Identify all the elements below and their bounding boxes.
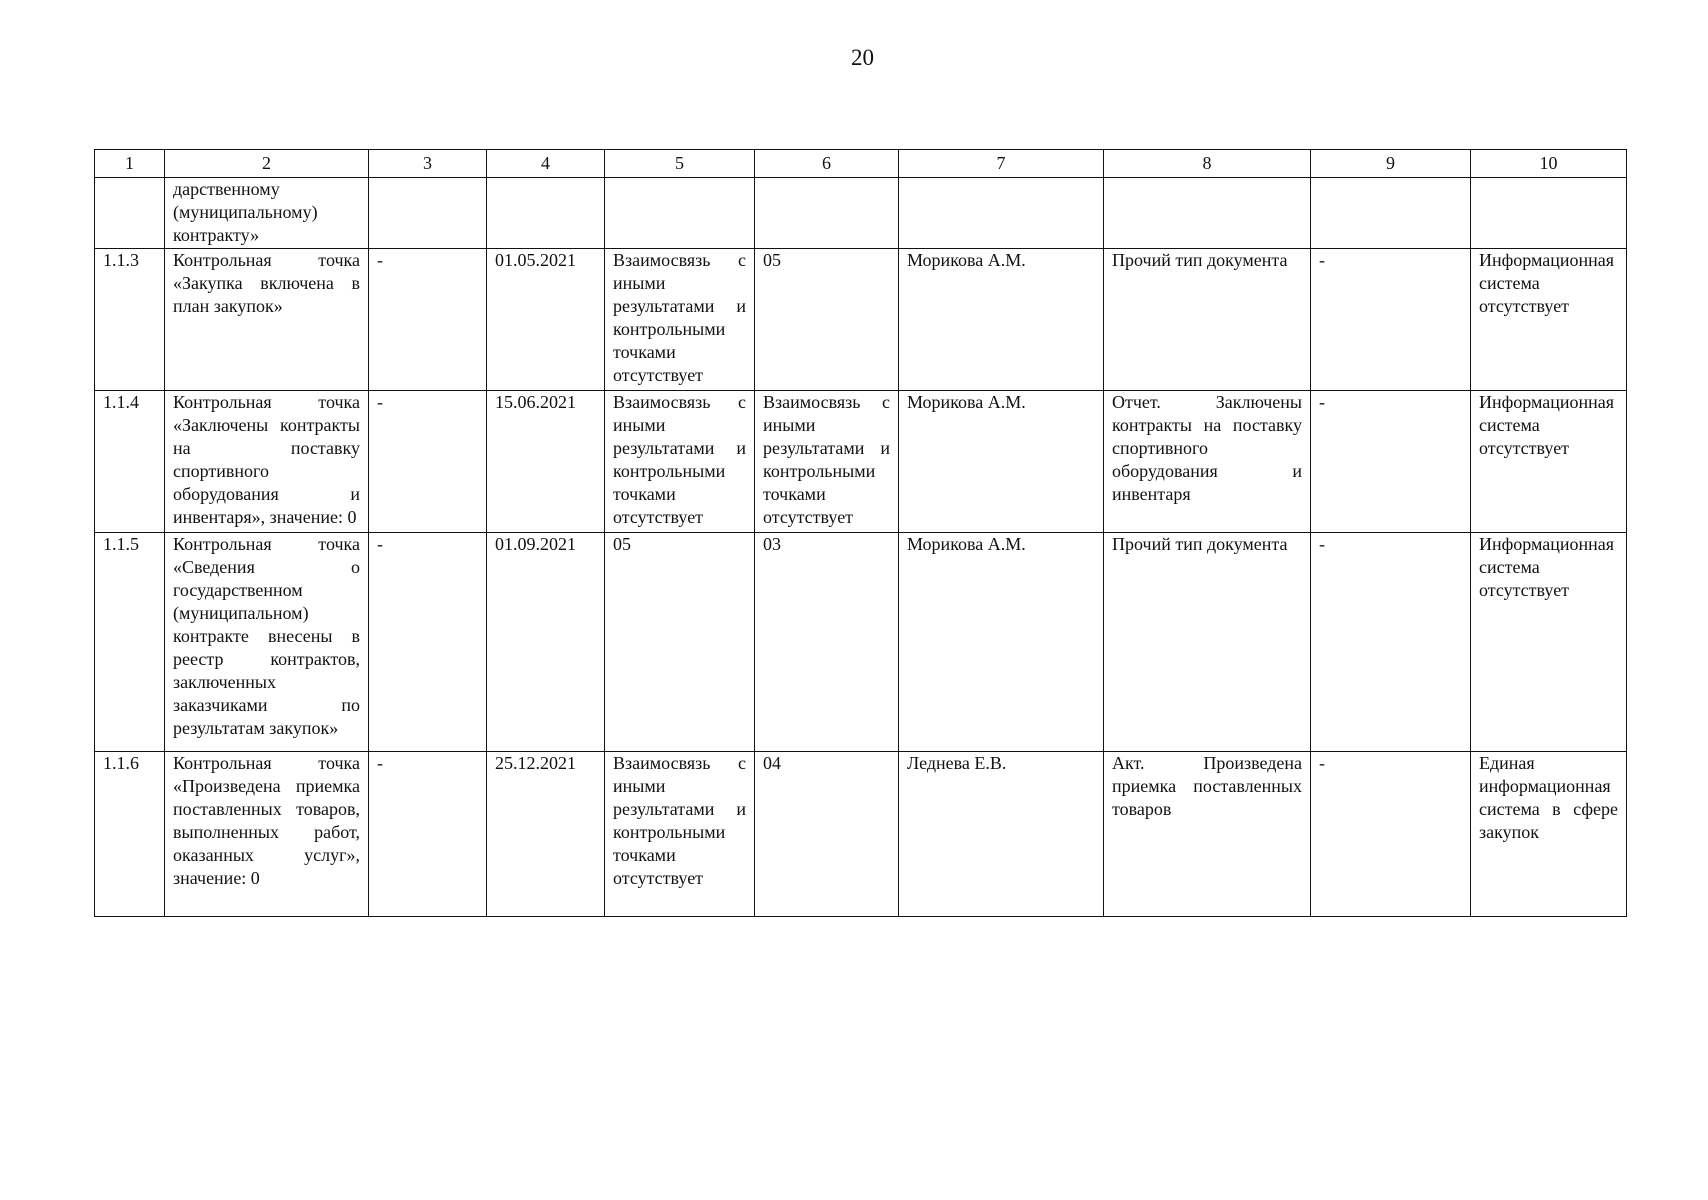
table-cell-document: Отчет. Заключены контракты на поставку спортивного оборудования и инвентаря — [1104, 391, 1311, 533]
table-cell: Взаимосвязь с иными результатами и контрольными точками отсутствует — [605, 752, 755, 917]
table-cell: Взаимосвязь с иными результатами и контрольными точками отсутствует — [755, 391, 899, 533]
page-number: 20 — [851, 45, 874, 70]
table-cell-name: Контрольная точка «Сведения о государственном (муниципальном) контракте внесены в реестр контрактов, заключенных заказчиками по результатам закупок» — [165, 533, 369, 752]
column-header: 5 — [605, 150, 755, 178]
table-cell: - — [369, 391, 487, 533]
table-cell-responsible: Леднева Е.В. — [899, 752, 1104, 917]
table-cell-system: Информационная система отсутствует — [1471, 533, 1627, 752]
table-cell: - — [369, 533, 487, 752]
table-cell-name: Контрольная точка «Произведена приемка поставленных товаров, выполненных работ, оказанных услуг», значение: 0 — [165, 752, 369, 917]
column-header: 8 — [1104, 150, 1311, 178]
control-points-table — [94, 149, 1627, 917]
table-cell-system: Информационная система отсутствует — [1471, 391, 1627, 533]
table-cell-document: Прочий тип документа — [1104, 249, 1311, 391]
table-cell: - — [369, 249, 487, 391]
table-cell — [1104, 178, 1311, 249]
table-cell: - — [1311, 391, 1471, 533]
column-header: 10 — [1471, 150, 1627, 178]
table-cell-number: 1.1.5 — [95, 533, 165, 752]
table-cell-document: Акт. Произведена приемка поставленных товаров — [1104, 752, 1311, 917]
table-cell — [487, 178, 605, 249]
table-row — [95, 249, 1627, 391]
column-header: 6 — [755, 150, 899, 178]
table-cell-system: Единая информационная система в сфере закупок — [1471, 752, 1627, 917]
column-header: 9 — [1311, 150, 1471, 178]
table-cell-name: Контрольная точка «Закупка включена в план закупок» — [165, 249, 369, 391]
table-cell-date: 15.06.2021 — [487, 391, 605, 533]
table-cell-date: 25.12.2021 — [487, 752, 605, 917]
column-number-header-row — [95, 150, 1627, 178]
table-cell-number: 1.1.3 — [95, 249, 165, 391]
continuation-row — [95, 178, 1627, 249]
table-cell: - — [1311, 533, 1471, 752]
table-cell: 05 — [605, 533, 755, 752]
table-cell-document: Прочий тип документа — [1104, 533, 1311, 752]
table-cell-number: 1.1.6 — [95, 752, 165, 917]
table-cell-system: Информационная система отсутствует — [1471, 249, 1627, 391]
column-header: 7 — [899, 150, 1104, 178]
table-cell-responsible: Морикова А.М. — [899, 249, 1104, 391]
table-cell-date: 01.09.2021 — [487, 533, 605, 752]
table-cell-responsible: Морикова А.М. — [899, 533, 1104, 752]
table-row — [95, 533, 1627, 752]
table-cell-responsible: Морикова А.М. — [899, 391, 1104, 533]
table-cell: Взаимосвязь с иными результатами и контрольными точками отсутствует — [605, 391, 755, 533]
table-cell — [605, 178, 755, 249]
table-cell: - — [369, 752, 487, 917]
column-header: 3 — [369, 150, 487, 178]
table-cell-number: 1.1.4 — [95, 391, 165, 533]
table-row — [95, 391, 1627, 533]
table-cell — [369, 178, 487, 249]
column-header: 4 — [487, 150, 605, 178]
table-cell — [899, 178, 1104, 249]
table-cell: 03 — [755, 533, 899, 752]
table-cell: Взаимосвязь с иными результатами и контрольными точками отсутствует — [605, 249, 755, 391]
table-cell: - — [1311, 249, 1471, 391]
table-cell-name: Контрольная точка «Заключены контракты на поставку спортивного оборудования и инвентаря», значение: 0 — [165, 391, 369, 533]
table-cell-name: дарственному (муниципальному) контракту» — [165, 178, 369, 249]
column-header: 2 — [165, 150, 369, 178]
table-cell — [1311, 178, 1471, 249]
table-cell — [1471, 178, 1627, 249]
table-cell — [95, 178, 165, 249]
table-cell-date: 01.05.2021 — [487, 249, 605, 391]
table-cell: 04 — [755, 752, 899, 917]
table-cell: 05 — [755, 249, 899, 391]
table-row — [95, 752, 1627, 917]
table-cell: - — [1311, 752, 1471, 917]
table-cell — [755, 178, 899, 249]
column-header: 1 — [95, 150, 165, 178]
